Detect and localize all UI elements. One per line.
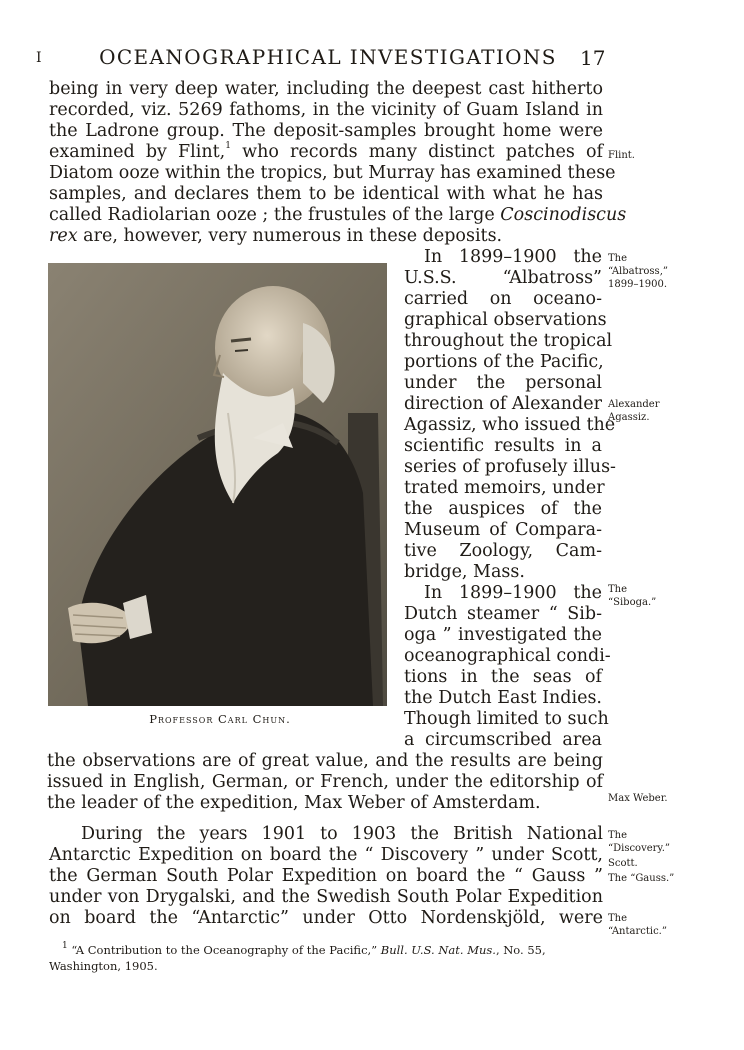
sidenote-line: The xyxy=(608,584,628,595)
text-line: tions in the seas of xyxy=(404,667,602,687)
text-line: under von Drygalski, and the Swedish South Polar Expedition xyxy=(49,887,603,907)
text-line xyxy=(49,142,603,163)
footnote-mark: 1 xyxy=(62,941,68,951)
sidenote-weber: Max Weber. xyxy=(608,793,668,804)
sidenote-flint: Flint. xyxy=(608,150,635,161)
figure-caption: Professor Carl Chun. xyxy=(149,712,291,726)
text-line: oga ” investigated the xyxy=(404,625,602,645)
footnote-text: “A Contribution to the Oceanography of the Pacific,” xyxy=(71,943,378,957)
sidenote-scott: Scott. xyxy=(608,858,638,869)
text-fragment: are, however, very numerous in these deposits. xyxy=(83,226,503,246)
text-line: Agassiz, who issued the xyxy=(404,415,616,435)
sidenote-line: “Antarctic.” xyxy=(608,926,667,937)
text-line: Though limited to such xyxy=(404,709,609,729)
text-line: series of profusely illus- xyxy=(404,457,616,477)
species-name: rex xyxy=(49,226,78,246)
text-line: on board the “Antarctic” under Otto Nordenskjöld, were xyxy=(49,908,603,928)
text-line: throughout the tropical xyxy=(404,331,613,351)
sidenote-line: The xyxy=(608,913,628,924)
text-line xyxy=(49,205,627,226)
text-line: Diatom ooze within the tropics, but Murray has examined these xyxy=(49,163,616,183)
text-line: issued in English, German, or French, under the editorship of xyxy=(47,772,603,792)
text-line xyxy=(49,226,603,247)
text-fragment: who records many distinct patches of xyxy=(242,142,603,162)
text-line: recorded, viz. 5269 fathoms, in the vicinity of Guam Island in xyxy=(49,100,603,120)
text-line: carried on oceano- xyxy=(404,289,602,309)
text-line: portions of the Pacific, xyxy=(404,352,604,372)
page-number: 17 xyxy=(580,46,606,70)
text-line: graphical observations xyxy=(404,310,607,330)
footnote-reference: 1 xyxy=(225,141,231,151)
running-head-mark: I xyxy=(36,50,42,66)
text-line: being in very deep water, including the deepest cast hitherto xyxy=(49,79,603,99)
text-line: Museum of Compara- xyxy=(404,520,602,540)
text-line: U.S.S. “Albatross” xyxy=(404,268,602,288)
text-line: scientific results in a xyxy=(404,436,602,456)
footnote-line xyxy=(62,942,622,959)
text-line: Antarctic Expedition on board the “ Discovery ” under Scott, xyxy=(49,845,603,865)
sidenote-albatross xyxy=(608,252,738,291)
sidenote-agassiz xyxy=(608,398,738,424)
text-line: During the years 1901 to 1903 the British National xyxy=(81,824,603,844)
sidenote-line: “Discovery.” xyxy=(608,843,671,854)
text-line: the auspices of the xyxy=(404,499,602,519)
sidenote-gauss: The “Gauss.” xyxy=(608,873,675,884)
text-line: Dutch steamer “ Sib- xyxy=(404,604,602,624)
footnote-text: , No. 55, xyxy=(495,943,546,957)
text-line: under the personal xyxy=(404,373,602,393)
text-fragment: called Radiolarian ooze ; the frustules of the large xyxy=(49,205,495,225)
text-line: a circumscribed area xyxy=(404,730,602,750)
running-head-title: OCEANOGRAPHICAL INVESTIGATIONS xyxy=(99,45,557,69)
sidenote-line: “Albatross,” xyxy=(608,266,668,277)
text-line: the German South Polar Expedition on board the “ Gauss ” xyxy=(49,866,603,886)
text-fragment: examined by Flint, xyxy=(49,142,226,162)
text-line: In 1899–1900 the xyxy=(424,583,602,603)
text-line: the Ladrone group. The deposit-samples brought home were xyxy=(49,121,603,141)
sidenote-line: Alexander xyxy=(608,399,660,410)
sidenote-antarctic xyxy=(608,912,738,938)
text-line: samples, and declares them to be identical with what he has xyxy=(49,184,603,204)
species-name: Coscinodiscus xyxy=(500,205,627,225)
footnote-line: Washington, 1905. xyxy=(49,959,158,973)
sidenote-line: Agassiz. xyxy=(608,412,650,423)
portrait-photo xyxy=(48,263,387,706)
text-line: the observations are of great value, and the results are being xyxy=(47,751,603,771)
sidenote-discovery xyxy=(608,829,738,855)
sidenote-line: The xyxy=(608,253,628,264)
sidenote-line: 1899–1900. xyxy=(608,279,668,290)
text-line: tive Zoology, Cam- xyxy=(404,541,602,561)
text-line: the Dutch East Indies. xyxy=(404,688,602,708)
text-line: the leader of the expedition, Max Weber of Amsterdam. xyxy=(47,793,541,813)
text-line: direction of Alexander xyxy=(404,394,602,414)
text-line: oceanographical condi- xyxy=(404,646,611,666)
sidenote-line: The xyxy=(608,830,628,841)
text-line: In 1899–1900 the xyxy=(424,247,602,267)
footnote-journal: Bull. U.S. Nat. Mus. xyxy=(380,943,496,957)
sidenote-siboga xyxy=(608,583,738,609)
sidenote-line: “Siboga.” xyxy=(608,597,657,608)
text-line: trated memoirs, under xyxy=(404,478,605,498)
text-line: bridge, Mass. xyxy=(404,562,525,582)
